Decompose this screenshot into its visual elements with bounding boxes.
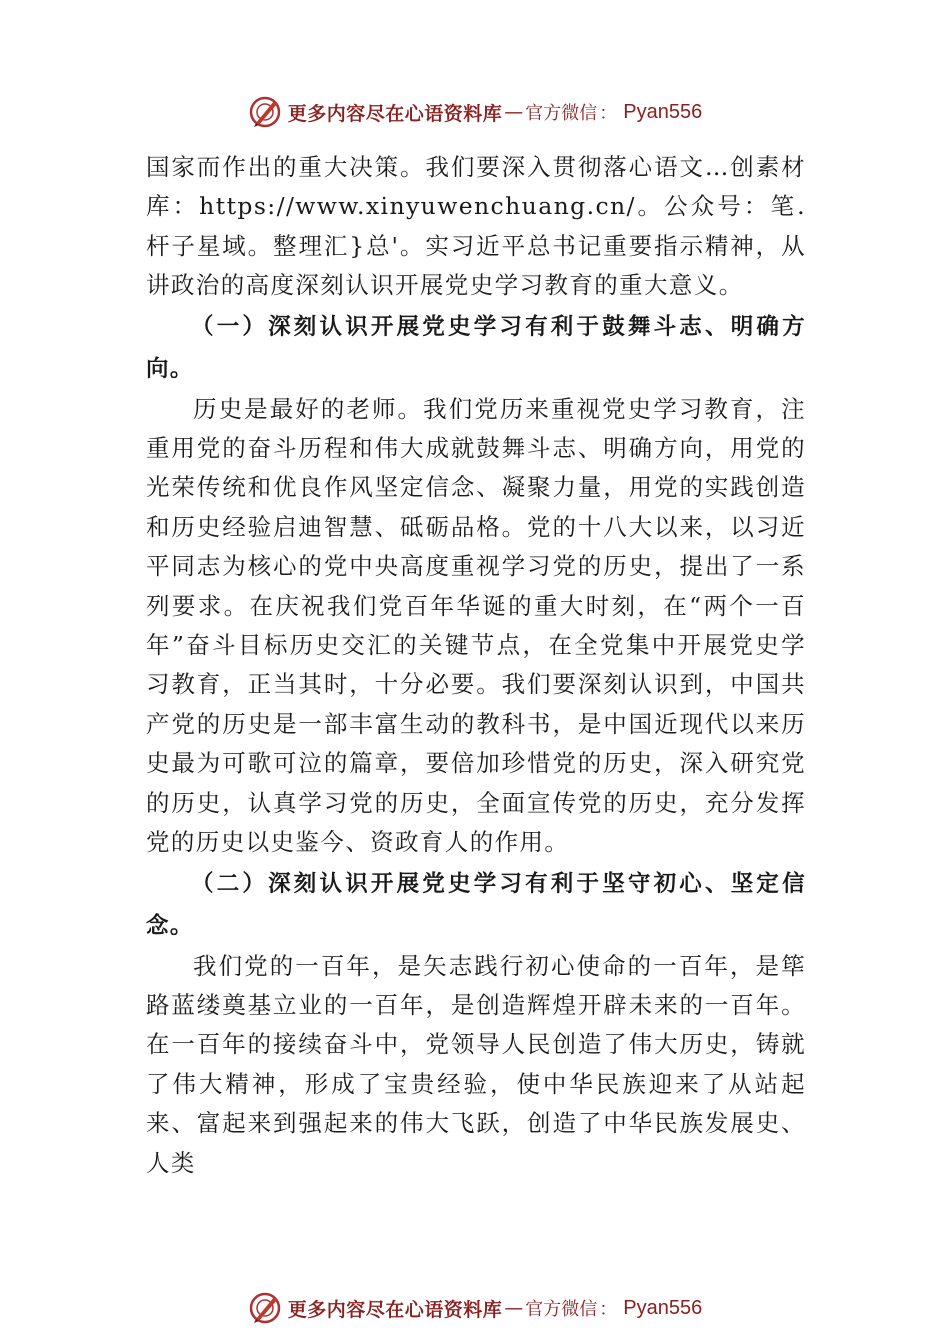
section-paragraph-1: 历史是最好的老师。我们党历来重视党史学习教育，注重用党的奋斗历程和伟大成就鼓舞斗志、明确方向，用党的光荣传统和优良作风坚定信念、凝聚力量，用党的实践创造和历史经验启迪智慧、砥砺品格。党的十八大以来，以习近平同志为核心的党中央高度重视学习党的历史，提出了一系列要求。在庆祝我们党百年华诞的重大时刻，在“两个一百年”奋斗目标历史交汇的关键节点，在全党集中开展党史学习教育，正当其时，十分必要。我们要深刻认识到，中国共产党的历史是一部丰富生动的教科书，是中国近现代以来历史最为可歌可泣的篇章，要倍加珍惜党的历史，深入研究党的历史，认真学习党的历史，全面宣传党的历史，充分发挥党的历史以史鉴今、资政育人的作用。	[146, 394, 806, 857]
header-banner	[0, 92, 950, 132]
footer-dash: —	[504, 1297, 524, 1319]
header-dash: —	[504, 101, 524, 123]
footer-title: 更多内容尽在心语资料库	[287, 1298, 503, 1321]
intro-paragraph: 国家而作出的重大决策。我们要深入贯彻落心语文…创素材库：https://www.xinyuwenchuang.cn/。公众号：笔.杆子星域。整理汇}总'。实习近平总书记重要指示精神，从讲政治的高度深刻认识开展党史学习教育的重大意义。	[146, 153, 806, 300]
section-paragraph-2: 我们党的一百年，是矢志践行初心使命的一百年，是筚路蓝缕奠基立业的一百年，是创造辉煌开辟未来的一百年。在一百年的接续奋斗中，党领导人民创造了伟大历史，铸就了伟大精神，形成了宝贵经验，使中华民族迎来了从站起来、富起来到强起来的伟大飞跃，创造了中华民族发展史、人类	[146, 951, 806, 1177]
footer-colon: ：	[599, 1299, 618, 1320]
header-wechat-id: Pyan556	[623, 100, 703, 123]
footer-wechat-id: Pyan556	[623, 1296, 703, 1319]
header-label: 官方微信	[525, 103, 598, 124]
section-heading-1: （一）深刻认识开展党史学习有利于鼓舞斗志、明确方向。	[146, 313, 806, 382]
section-heading-2: （二）深刻认识开展党史学习有利于坚守初心、坚定信念。	[146, 870, 806, 939]
pen-logo-icon	[248, 1291, 282, 1325]
header-title: 更多内容尽在心语资料库	[287, 102, 503, 125]
document-body	[146, 148, 806, 1183]
pen-logo-icon	[248, 95, 282, 129]
footer-label: 官方微信	[525, 1299, 598, 1320]
footer-banner	[0, 1288, 950, 1328]
header-colon: ：	[599, 103, 618, 124]
